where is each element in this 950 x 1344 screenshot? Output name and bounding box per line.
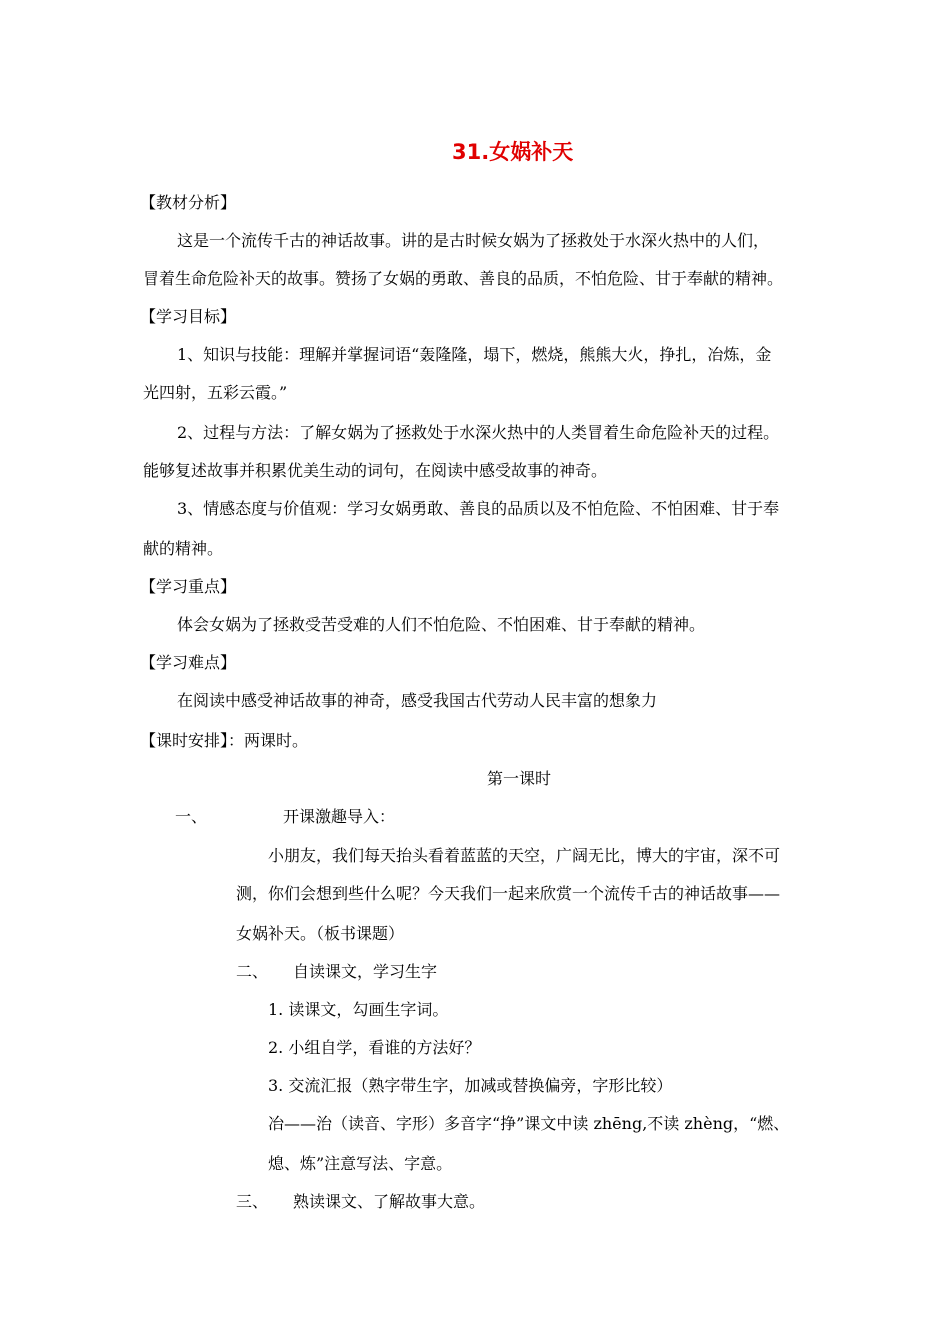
paragraph-line: 能够复述故事并积累优美生动的词句，在阅读中感受故事的神奇。 — [143, 461, 608, 480]
paragraph-line: 献的精神。 — [143, 539, 224, 558]
paragraph-line: 冶——治（读音、字形）多音字“挣”课文中读 zhēng,不读 zhèng，“燃、 — [268, 1114, 790, 1133]
paragraph-line: 冒着生命危险补天的故事。赞扬了女娲的勇敢、善良的品质，不怕危险、甘于奉献的精神。 — [143, 269, 784, 288]
paragraph-line: 女娲补天。（板书课题） — [236, 924, 405, 943]
schedule-line: 【课时安排】：两课时。 — [140, 731, 309, 750]
paragraph-line: 这是一个流传千古的神话故事。讲的是古时候女娲为了拯救处于水深火热中的人们， — [177, 231, 770, 250]
list-item: 3. 交流汇报（熟字带生字，加减或替换偏旁，字形比较） — [268, 1076, 673, 1095]
section-heading-difficulties: 【学习难点】 — [140, 653, 237, 672]
step-number: 三、 — [236, 1192, 269, 1211]
paragraph-line: 熄、炼”注意写法、字意。 — [268, 1154, 453, 1173]
step-label: 熟读课文、了解故事大意。 — [293, 1192, 486, 1211]
list-item: 2. 小组自学，看谁的方法好？ — [268, 1038, 481, 1057]
step-label: 自读课文，学习生字 — [293, 962, 438, 981]
step-number: 二、 — [236, 962, 269, 981]
section-heading-key-points: 【学习重点】 — [140, 577, 237, 596]
list-item: 1. 读课文，勾画生字词。 — [268, 1000, 449, 1019]
paragraph-line: 体会女娲为了拯救受苦受难的人们不怕危险、不怕困难、甘于奉献的精神。 — [177, 615, 706, 634]
paragraph-line: 测，你们会想到些什么呢？今天我们一起来欣赏一个流传千古的神话故事—— — [236, 884, 781, 903]
section-heading-analysis: 【教材分析】 — [140, 193, 237, 212]
paragraph-line: 3、情感态度与价值观：学习女娲勇敢、善良的品质以及不怕危险、不怕困难、甘于奉 — [177, 499, 780, 518]
section-heading-goals: 【学习目标】 — [140, 307, 237, 326]
step-number: 一、 — [175, 807, 208, 826]
paragraph-line: 在阅读中感受神话故事的神奇，感受我国古代劳动人民丰富的想象力 — [177, 691, 658, 710]
step-label: 开课激趣导入： — [283, 807, 396, 826]
paragraph-line: 光四射，五彩云霞。” — [143, 383, 288, 402]
paragraph-line: 1、知识与技能：理解并掌握词语“轰隆隆，塌下，燃烧，熊熊大火，挣扎，冶炼，金 — [177, 345, 772, 364]
lesson-title: 第一课时 — [487, 769, 552, 788]
paragraph-line: 小朋友，我们每天抬头看着蓝蓝的天空，广阔无比，博大的宇宙，深不可 — [268, 846, 781, 865]
paragraph-line: 2、过程与方法：了解女娲为了拯救处于水深火热中的人类冒着生命危险补天的过程。 — [177, 423, 780, 442]
document-title: 31.女娲补天 — [452, 140, 574, 164]
